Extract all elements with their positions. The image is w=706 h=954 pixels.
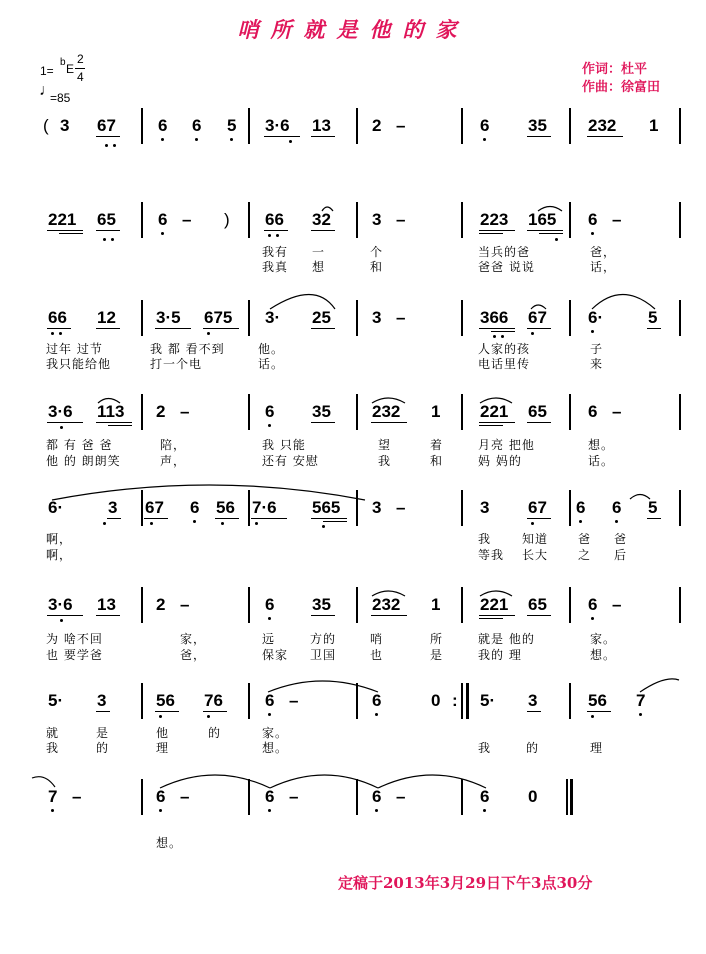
slur [480, 591, 512, 596]
note: 6· [48, 498, 64, 517]
note: 6 [190, 498, 200, 517]
lyric: 月亮 把他 [478, 438, 535, 452]
lyric: 等我 [478, 548, 505, 562]
lyric: 哨 [370, 632, 384, 646]
note: 6 [265, 787, 275, 806]
note: 5 [227, 116, 237, 135]
lyric: 就是 他的 [478, 632, 535, 646]
lyric: 我真 [262, 260, 289, 274]
composer-credit: 作曲：徐富田 [582, 80, 661, 95]
note: 232 [588, 116, 617, 135]
note: 232 [372, 402, 401, 421]
note: – [182, 210, 192, 229]
lyric: 陪， [160, 438, 187, 452]
lyric: 子 [590, 342, 604, 356]
slur [160, 775, 270, 788]
note: 7 [636, 691, 646, 710]
lyric: 也 要学爸 [46, 648, 103, 662]
lyric: 知道 [522, 532, 549, 546]
lyric: 家。 [262, 726, 289, 740]
note: 6 [156, 787, 166, 806]
slur [538, 207, 562, 212]
note: 165 [528, 210, 557, 229]
note: 3·6 [48, 595, 73, 614]
note: 7 [48, 787, 58, 806]
note: 7·6 [252, 498, 277, 517]
slur [32, 777, 55, 787]
note: 67 [528, 498, 547, 517]
lyric: 的 [208, 726, 222, 740]
lyric: 我 [478, 532, 492, 546]
note: – [612, 210, 622, 229]
lyric: 话。 [588, 454, 615, 468]
note: – [180, 787, 190, 806]
song-title: 哨所就是他的家 [237, 17, 469, 42]
note: 13 [312, 116, 331, 135]
lyric: 和 [370, 260, 384, 274]
note: 3 [108, 498, 118, 517]
note: 35 [312, 402, 331, 421]
note: 76 [204, 691, 223, 710]
note: 113 [97, 402, 125, 421]
lyric: 爸 [614, 532, 628, 546]
slur [98, 399, 120, 404]
lyric: 理 [590, 741, 604, 755]
lyric: 长大 [522, 548, 549, 562]
lyric: 我 [378, 454, 392, 468]
note: – [289, 787, 299, 806]
note: 5 [648, 498, 658, 517]
lyric: 的 [526, 741, 540, 755]
lyric: 个 [370, 245, 384, 259]
note: 1 [431, 402, 441, 421]
note: 6 [158, 116, 168, 135]
lyric: 理 [156, 741, 170, 755]
note: 25 [312, 308, 331, 327]
note: 65 [97, 210, 116, 229]
note: – [180, 595, 190, 614]
note: 3 [480, 498, 490, 517]
lyric: 我 都 看不到 [150, 342, 225, 356]
lyric: 话。 [258, 357, 285, 371]
note: 1 [649, 116, 659, 135]
note: 6 [192, 116, 202, 135]
lyric: 和 [430, 454, 444, 468]
lyric: 爸， [180, 648, 207, 662]
note: 65 [528, 402, 547, 421]
slur [372, 591, 405, 596]
note: 6 [265, 402, 275, 421]
lyric: 当兵的爸 [478, 245, 531, 259]
note: 5· [480, 691, 496, 710]
slur [592, 295, 655, 310]
lyricist-credit: 作词：杜平 [582, 62, 648, 77]
note: 6· [588, 308, 604, 327]
note: 0 [431, 691, 441, 710]
lyric: 过年 过节 [46, 342, 103, 356]
note: 3·6 [265, 116, 290, 135]
note: 6 [588, 402, 598, 421]
note: 221 [48, 210, 77, 229]
slur [378, 775, 486, 788]
note: 66 [48, 308, 67, 327]
lyric: 之 [578, 548, 592, 562]
note: 67 [97, 116, 116, 135]
note: 35 [312, 595, 331, 614]
note: 3 [528, 691, 538, 710]
lyric: 我有 [262, 245, 289, 259]
lyric: 方的 [310, 632, 337, 646]
time-bottom: 4 [77, 70, 84, 84]
lyric: 打一个电 [150, 357, 203, 371]
note: – [180, 402, 190, 421]
lyric: 就 [46, 726, 60, 740]
lyric: 远 [262, 632, 276, 646]
quarter-note-icon: ♩ [39, 82, 55, 99]
lyric: 望 [378, 438, 392, 452]
note: 1 [431, 595, 441, 614]
note: – [396, 787, 406, 806]
note: 232 [372, 595, 401, 614]
lyric: 他。 [258, 342, 285, 356]
note: 35 [528, 116, 547, 135]
note: 67 [145, 498, 164, 517]
lyric: 卫国 [310, 648, 337, 662]
note: 6 [480, 116, 490, 135]
time-top: 2 [77, 52, 84, 66]
lyric: 着 [430, 438, 444, 452]
note: 6 [588, 595, 598, 614]
lyric: 爸， [590, 245, 617, 259]
footer-note: 定稿于2013年3月29日下午3点30分 [338, 874, 593, 892]
lyric: 家。 [590, 632, 617, 646]
note: 3· [265, 308, 281, 327]
note: 3 [372, 498, 382, 517]
note: 366 [480, 308, 509, 327]
note: 56 [156, 691, 175, 710]
open-paren: ( [43, 116, 49, 135]
slur [531, 305, 546, 309]
note: 67 [528, 308, 547, 327]
lyric: 都 有 爸 爸 [46, 438, 113, 452]
lyric: 我的 理 [478, 648, 522, 662]
note: – [289, 691, 299, 710]
note: – [396, 116, 406, 135]
lyric: 想。 [262, 741, 289, 755]
note: 56 [588, 691, 607, 710]
note: 66 [265, 210, 284, 229]
note: – [396, 210, 406, 229]
note: 2 [156, 595, 166, 614]
tempo: =85 [50, 91, 71, 105]
slur [630, 495, 650, 500]
note: – [612, 595, 622, 614]
note: – [612, 402, 622, 421]
lyric: 是 [430, 648, 444, 662]
note: 12 [97, 308, 116, 327]
lyric: 所 [430, 632, 444, 646]
note: 675 [204, 308, 233, 327]
note: – [396, 308, 406, 327]
lyric: 的 [96, 741, 110, 755]
note: 5 [648, 308, 658, 327]
note: 565 [312, 498, 341, 517]
key-do: 1= [40, 64, 54, 78]
key-letter: E [66, 62, 75, 76]
note: 3·5 [156, 308, 181, 327]
note: 3 [60, 116, 70, 135]
repeat-sign: : [452, 691, 458, 710]
lyric: 妈 妈的 [478, 454, 522, 468]
note: 13 [97, 595, 116, 614]
note: 6 [588, 210, 598, 229]
note: 6 [576, 498, 586, 517]
note: 221 [480, 595, 509, 614]
lyric: 家， [180, 632, 207, 646]
slur [270, 775, 378, 788]
slur [52, 485, 365, 500]
lyric: 爸 [578, 532, 592, 546]
lyric: 话， [590, 260, 617, 274]
lyric: 还有 安慰 [262, 454, 319, 468]
note: 6 [612, 498, 622, 517]
lyric: 电话里传 [478, 357, 531, 371]
lyric: 爸爸 说说 [478, 260, 535, 274]
lyric: 他 [156, 726, 170, 740]
lyric: 声， [160, 454, 187, 468]
note: 3 [372, 308, 382, 327]
note: 3 [97, 691, 107, 710]
lyric: 是 [96, 726, 110, 740]
lyric: 人家的孩 [478, 342, 531, 356]
note: 6 [372, 787, 382, 806]
note: – [72, 787, 82, 806]
lyric: 我 [46, 741, 60, 755]
lyric: 想。 [156, 836, 183, 850]
note: 6 [372, 691, 382, 710]
note: 6 [265, 691, 275, 710]
lyric: 我 只能 [262, 438, 306, 452]
lyric: 后 [614, 548, 628, 562]
note: 65 [528, 595, 547, 614]
note: – [396, 498, 406, 517]
lyric: 保家 [262, 648, 289, 662]
lyric: 啊， [46, 532, 73, 546]
lyric: 想 [312, 260, 326, 274]
note: 2 [372, 116, 382, 135]
lyric: 我只能给他 [46, 357, 112, 371]
note: 32 [312, 210, 331, 229]
key-flat: b [60, 57, 66, 68]
note: 3 [372, 210, 382, 229]
note: 56 [216, 498, 235, 517]
lyric: 他 的 朗朗笑 [46, 454, 121, 468]
slur [270, 295, 335, 310]
lyric: 想。 [588, 438, 615, 452]
close-paren: ) [224, 210, 230, 229]
lyric: 也 [370, 648, 384, 662]
lyric: 我 [478, 741, 492, 755]
note: 6 [158, 210, 168, 229]
note: 223 [480, 210, 509, 229]
slur [322, 207, 333, 211]
note: 0 [528, 787, 538, 806]
lyric: 啊， [46, 548, 73, 562]
slur [268, 681, 378, 692]
slur [480, 398, 512, 403]
note: 6 [480, 787, 490, 806]
note: 5· [48, 691, 64, 710]
note: 2 [156, 402, 166, 421]
note: 3·6 [48, 402, 73, 421]
slur [640, 679, 679, 692]
note: 6 [265, 595, 275, 614]
lyric: 来 [590, 357, 604, 371]
note: 221 [480, 402, 509, 421]
lyric: 为 啥不回 [46, 632, 103, 646]
lyric: 想。 [590, 648, 617, 662]
lyric: 一 [312, 245, 326, 259]
slur [372, 398, 405, 403]
